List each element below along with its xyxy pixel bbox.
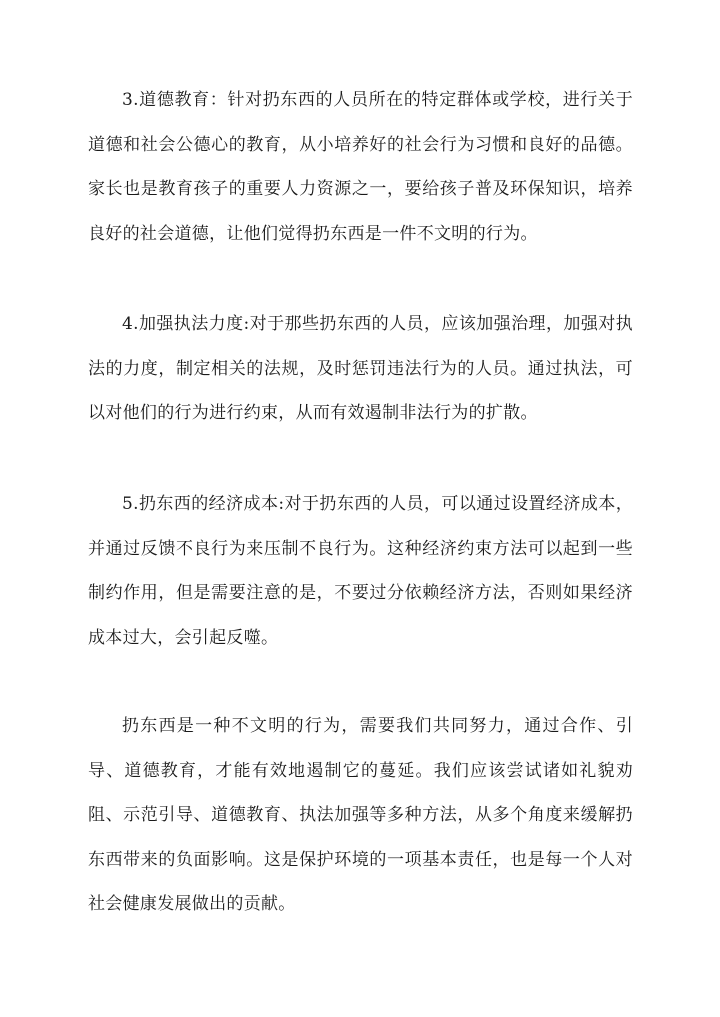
paragraph-law-enforcement: 4.加强执法力度:对于那些扔东西的人员，应该加强治理，加强对执法的力度，制定相关的法规，及时惩罚违法行为的人员。通过执法，可以对他们的行为进行约束，从而有效遏制非法行为的扩散。 [88,314,633,423]
paragraph-moral-education: 3.道德教育：针对扔东西的人员所在的特定群体或学校，进行关于道德和社会公德心的教育，从小培养好的社会行为习惯和良好的品德。家长也是教育孩子的重要人力资源之一，要给孩子普及环保知识，培养良好的社会道德，让他们觉得扔东西是一件不文明的行为。 [88,90,633,244]
paragraph-economic-cost: 5.扔东西的经济成本:对于扔东西的人员，可以通过设置经济成本，并通过反馈不良行为来压制不良行为。这种经济约束方法可以起到一些制约作用，但是需要注意的是，不要过分依赖经济方法，否则如果经济成本过大，会引起反噬。 [88,494,633,648]
paragraph-conclusion: 扔东西是一种不文明的行为，需要我们共同努力，通过合作、引导、道德教育，才能有效地遏制它的蔓延。我们应该尝试诸如礼貌劝阻、示范引导、道德教育、执法加强等多种方法，从多个角度来缓解扔东西带来的负面影响。这是保护环境的一项基本责任，也是每一个人对社会健康发展做出的贡献。 [88,716,633,914]
